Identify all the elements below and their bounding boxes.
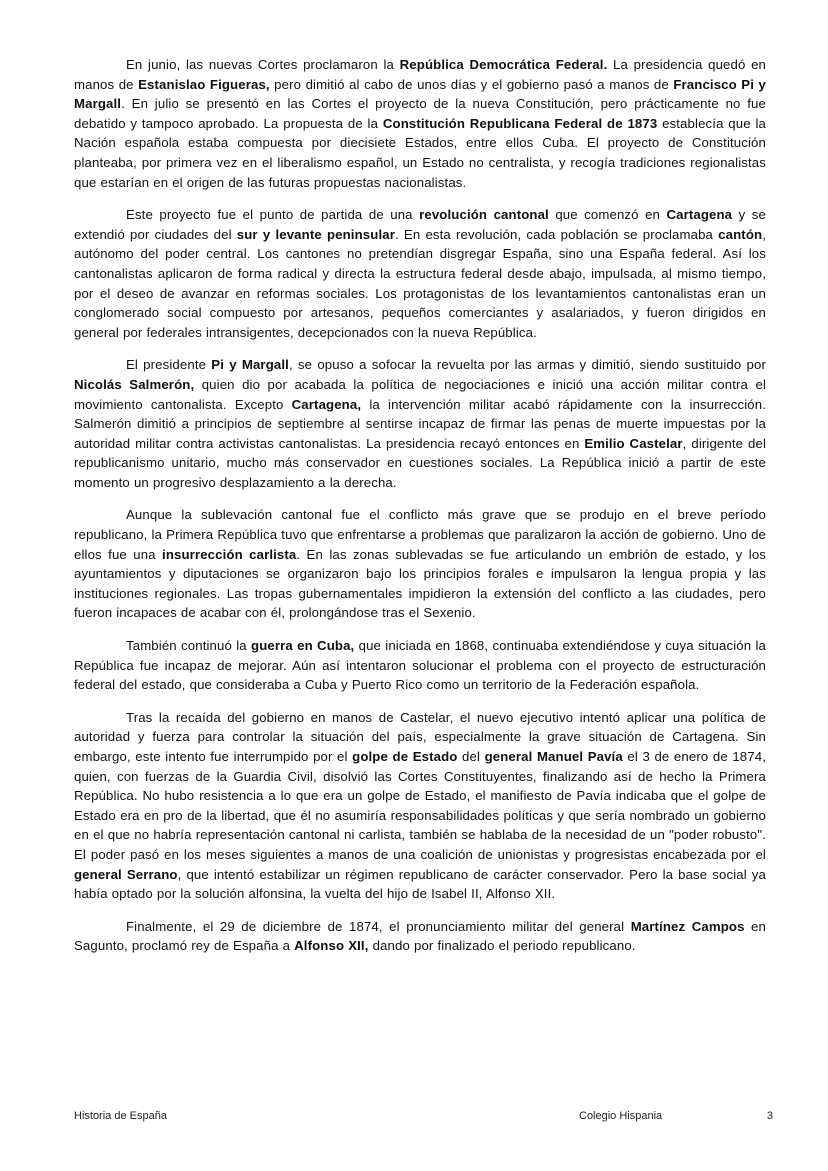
- emphasis-text: República Democrática Federal.: [399, 57, 608, 72]
- footer-subject-label: Historia de España: [74, 1110, 167, 1122]
- body-text: del: [457, 749, 485, 764]
- body-text: el 3 de enero de 1874, quien, con fuerzas de la Guardia Civil, disolvió las Cortes Constituyentes, finalizando así de hecho la Primera República. No hubo resistencia a lo que era un golpe de Estado, el manifiesto de Pavía indicaba que el golpe de Estado era en pro de la libertad, que él no asumiría responsabilidades políticas y que sería nombrado un gobierno en el que no habría representación cantonal ni carlista, también se hablaba de la necesidad de un "poder robusto". El poder pasó en los meses siguientes a manos de una coalición de unionistas y progresistas encabezada por el: [74, 749, 766, 862]
- emphasis-text: Pi y Margall: [211, 357, 289, 373]
- emphasis-text: sur y levante peninsular: [236, 226, 395, 242]
- emphasis-text: Alfonso XII,: [294, 938, 369, 954]
- body-text: quien dio por acabada la política de negociaciones e inició una acción militar contra el movimiento cantonalista. Excepto: [74, 376, 767, 412]
- emphasis-text: Cartagena: [666, 207, 733, 223]
- emphasis-text: Emilio Castelar: [584, 435, 683, 451]
- paragraph: [74, 917, 766, 956]
- emphasis-text: golpe de Estado: [352, 749, 458, 764]
- emphasis-text: Francisco Pi y Margall: [74, 76, 766, 112]
- paragraph: [74, 636, 766, 695]
- paragraph: [74, 55, 766, 192]
- body-text: y se extendió por ciudades del: [74, 207, 766, 242]
- body-text: Finalmente, el 29 de diciembre de 1874, el pronunciamiento militar del general: [126, 918, 631, 934]
- emphasis-text: Martínez Campos: [630, 918, 745, 934]
- emphasis-text: revolución cantonal: [419, 207, 549, 223]
- body-text: en Sagunto, proclamó rey de España a: [74, 918, 766, 954]
- emphasis-text: cantón: [718, 226, 763, 242]
- footer-institution-label: Colegio Hispania: [579, 1110, 663, 1122]
- body-text: establecía que la Nación española estaba compuesta por diecisiete Estados, entre ellos Cuba. El proyecto de Constitución planteaba, por primera vez en el liberalismo español, un Estado no centralista, y recogía tradiciones regionalistas que estarían en el origen de las futuras propuestas nacionalistas.: [74, 115, 766, 190]
- body-text: En junio, las nuevas Cortes proclamaron la: [126, 57, 400, 72]
- body-text: dando por finalizado el periodo republicano.: [368, 938, 636, 954]
- emphasis-text: general Serrano: [74, 866, 178, 882]
- emphasis-text: Cartagena,: [291, 396, 362, 412]
- body-text: Aunque la sublevación cantonal fue el conflicto más grave que se produjo en el breve período republicano, la Primera República tuvo que enfrentarse a problemas que paralizaron la acción de gobierno. Uno de ellos fue una: [74, 507, 766, 562]
- body-text: pero dimitió al cabo de unos días y el gobierno pasó a manos de: [269, 76, 674, 92]
- body-text: Este proyecto fue el punto de partida de una: [126, 207, 420, 223]
- body-text: , se opuso a sofocar la revuelta por las armas y dimitió, siendo sustituido por: [288, 357, 767, 373]
- body-text: La presidencia quedó en manos de: [74, 57, 767, 92]
- paragraph: [74, 505, 766, 623]
- body-text: la intervención militar acabó rápidamente con la insurrección. Salmerón dimitió a principios de septiembre al sentirse incapaz de firmar las penas de muerte impuestas por la autoridad militar contra activistas cantonalistas. La presidencia recayó entonces en: [74, 396, 766, 451]
- body-text: , dirigente del republicanismo unitario, mucho más conservador en cuestiones sociales. La República inició a partir de este momento un progresivo desplazamiento a la derecha.: [74, 435, 767, 490]
- body-text: que iniciada en 1868, continuaba extendiéndose y cuya situación la República fue incapaz de mejorar. Aún así intentaron solucionar el problema con el proyecto de estructuración federal del estado, que consideraba a Cuba y Puerto Rico como un territorio de la Federación española.: [74, 638, 766, 693]
- body-text: . En julio se presentó en las Cortes el proyecto de la nueva Constitución, pero prácticamente no fue debatido y tampoco aprobado. La propuesta de la: [74, 96, 766, 131]
- body-text: que comenzó en: [548, 207, 667, 223]
- body-text: El presidente: [126, 357, 212, 373]
- paragraph: [74, 708, 766, 904]
- body-text: , que intentó estabilizar un régimen republicano de carácter conservador. Pero la base social ya había optado por la solución alfonsina, la vuelta del hijo de Isabel II, Alfonso XII.: [74, 866, 766, 902]
- paragraph: [74, 355, 766, 492]
- body-text: , autónomo del poder central. Los cantones no pretendían disgregar España, sino una España federal. Así los cantonalistas aplicaron de forma radical y directa la estructura federal desde abajo, impulsada, al mismo tiempo, por el deseo de avanzar en reformas sociales. Los protagonistas de los levantamientos cantonalistas eran un conglomerado social compuesto por artesanos, pequeños comerciantes y asalariados, y fueron dirigidos en general por federales intransigentes, decepcionados con la nueva República.: [74, 226, 766, 340]
- body-text: . En las zonas sublevadas se fue articulando un embrión de estado, y los ayuntamientos y diputaciones se organizaron bajo los principios forales e impulsaron la lengua propia y las instituciones regionales. Las tropas gubernamentales impidieron la extensión del conflicto a las ciudades, pero fueron incapaces de acabar con él, prolongándose tras el Sexenio.: [74, 546, 767, 621]
- body-text: . En esta revolución, cada población se proclamaba: [394, 226, 719, 242]
- document-body: [74, 55, 766, 956]
- body-text: Tras la recaída del gobierno en manos de Castelar, el nuevo ejecutivo intentó aplicar una política de autoridad y fuerza para controlar la situación del país, especialmente la grave situación de Cartagena. Sin embargo, este intento fue interrumpido por el: [74, 709, 766, 764]
- emphasis-text: Constitución Republicana Federal de 1873: [382, 115, 658, 131]
- emphasis-text: guerra en Cuba,: [251, 638, 355, 654]
- emphasis-text: general Manuel Pavía: [484, 749, 623, 764]
- footer-page-number: 3: [766, 1110, 773, 1122]
- paragraph: [74, 205, 766, 342]
- emphasis-text: Nicolás Salmerón,: [74, 376, 195, 392]
- page-footer: [74, 1108, 773, 1126]
- body-text: También continuó la: [126, 638, 252, 654]
- emphasis-text: insurrección carlista: [162, 546, 297, 562]
- emphasis-text: Estanislao Figueras,: [138, 76, 270, 92]
